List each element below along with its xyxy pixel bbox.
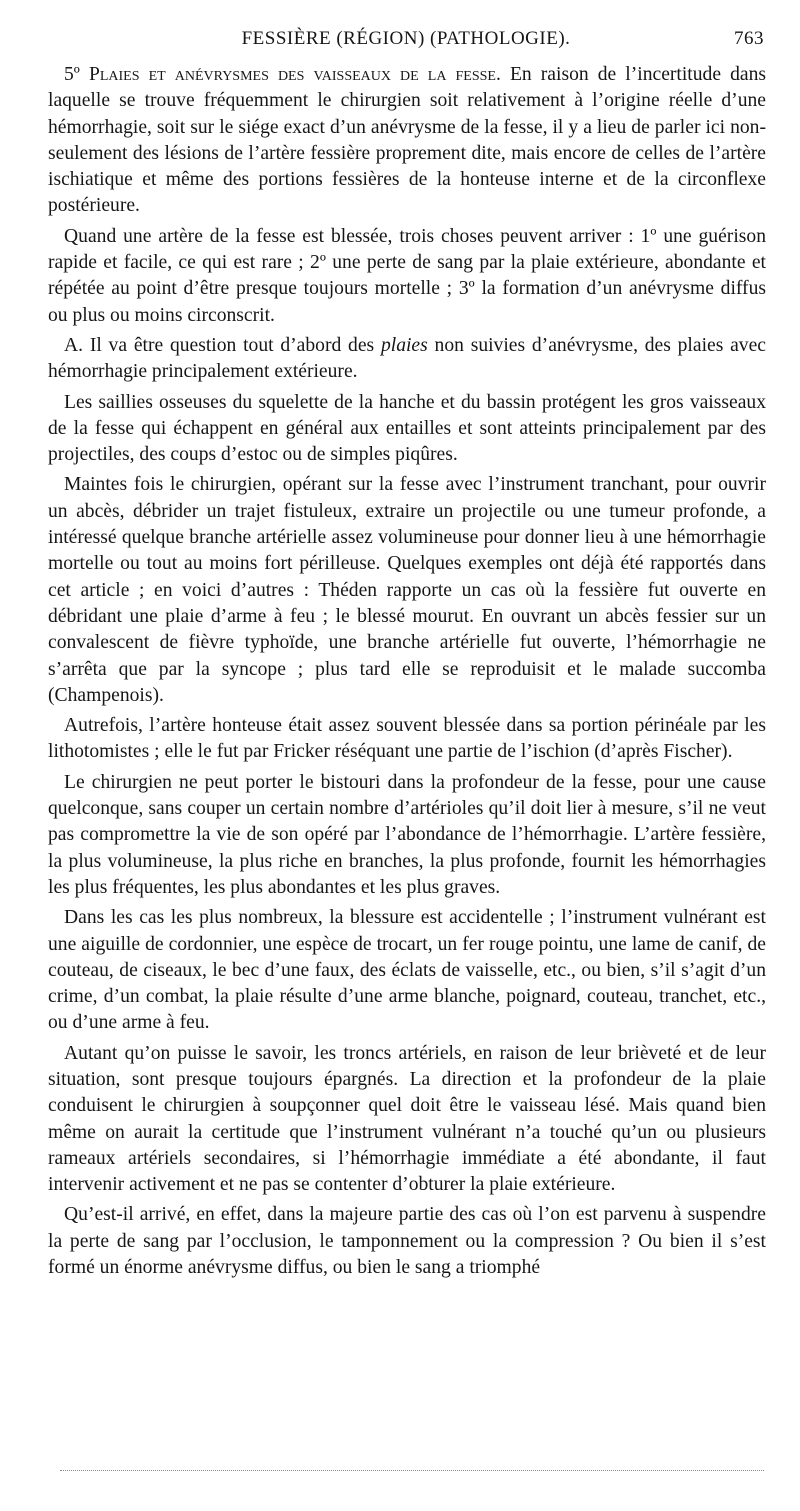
- paragraph: Les saillies osseuses du squelette de la hanche et du bassin protégent les gros vaisseaux de la fesse qui échappent en général aux entailles et sont atteints principalement par des projectiles, des coups d’estoc ou de simples piqûres.: [48, 391, 766, 466]
- paragraph: [48, 333, 766, 386]
- running-head: [48, 28, 764, 56]
- paragraph: Quand une artère de la fesse est blessée, trois choses peuvent arriver : 1º une guérison rapide et facile, ce qui est rare ; 2º une perte de sang par la plaie extérieure, abondante et répétée au point d’être presque toujours mortelle ; 3º la formation d’un anévrysme diffus ou plus ou moins circonscrit.: [48, 225, 766, 326]
- body-text: [48, 62, 766, 1285]
- paragraph: [48, 62, 766, 220]
- paragraph: Autrefois, l’artère honteuse était assez souvent blessée dans sa portion périnéale par les lithotomistes ; elle le fut par Fricker réséquant une partie de l’ischion (d’après Fischer).: [48, 715, 766, 763]
- running-head-title: FESSIÈRE (RÉGION) (PATHOLOGIE).: [241, 28, 571, 49]
- paragraph: Maintes fois le chirurgien, opérant sur la fesse avec l’instrument tranchant, pour ouvrir un abcès, débrider un trajet fistuleux, extraire un projectile ou une tumeur profonde, a intéressé quelque branche artérielle assez volumineuse pour donner lieu à une hémorrhagie mortelle ou tout au moins fort périlleuse. Quelques exemples ont déjà été rapportés dans cet article ; en voici d’autres : Théden rapporte un cas où la fessière fut ouverte en débridant une plaie d’arme à feu ; le blessé mourut. En ouvrant un abcès fessier sur un convalescent de fièvre typhoïde, une branche artérielle fut ouverte, l’hémorrhagie ne s’arrêta que par la syncope ; plus tard elle se reproduisit et le malade succomba (Champenois).: [48, 474, 766, 706]
- paragraph: Le chirurgien ne peut porter le bistouri dans la profondeur de la fesse, pour une cause quelconque, sans couper un certain nombre d’artérioles qu’il doit lier à mesure, s’il ne veut pas compromettre la vie de son opéré par l’abondance de l’hémorrhagie. L’artère fessière, la plus volumineuse, la plus riche en branches, la plus profonde, fournit les hémorrhagies les plus fréquentes, les plus abondantes et les plus graves.: [48, 771, 766, 898]
- section-number: 5º: [64, 64, 80, 85]
- paragraph-text: A. Il va être question tout d’abord des: [64, 334, 381, 356]
- paragraph: Autant qu’on puisse le savoir, les troncs artériels, en raison de leur brièveté et de leur situation, sont presque toujours épargnés. La direction et la profondeur de la plaie conduisent le chirurgien à soupçonner quel doit être le vaisseau lésé. Mais quand bien même on aurait la certitude que l’instrument vulnérant n’a touché qu’un ou plusieurs rameaux artériels secondaires, si l’hémorrhagie immédiate a été abondante, il faut intervenir activement et ne pas se contenter d’obturer la plaie extérieure.: [48, 1042, 766, 1196]
- section-heading: Plaies et anévrysmes des vaisseaux de la fesse.: [88, 64, 501, 85]
- emphasis-text: plaies: [380, 334, 428, 356]
- paragraph-text: En raison de l’incertitude dans laquelle se trouve fréquemment le chirurgien soit relativement à l’origine réelle d’une hémorrhagie, soit sur le siége exact d’un anévrysme de la fesse, il y a lieu de parler ici non-seulement des lésions de l’artère fessière proprement dite, mais encore de celles de l’artère ischiatique et même des portions fessières de la honteuse interne et de la circonflexe postérieure.: [48, 64, 767, 217]
- bottom-dotted-rule: [60, 1470, 764, 1471]
- paragraph: Qu’est-il arrivé, en effet, dans la majeure partie des cas où l’on est parvenu à suspendre la perte de sang par l’occlusion, le tamponnement ou la compression ? Ou bien il s’est formé un énorme anévrysme diffus, ou bien le sang a triomphé: [48, 1204, 766, 1279]
- page-number: 763: [734, 28, 764, 49]
- paragraph-text: non suivies d’anévrysme, des plaies avec hémorrhagie principalement extérieure.: [48, 334, 766, 383]
- paragraph: Dans les cas les plus nombreux, la blessure est accidentelle ; l’instrument vulnérant est une aiguille de cordonnier, une espèce de trocart, un fer rouge pointu, une lame de canif, de couteau, de ciseaux, le bec d’une faux, des éclats de vaisselle, etc., ou bien, s’il s’agit d’un crime, d’un combat, la plaie résulte d’une arme blanche, poignard, couteau, tranchet, etc., ou d’une arme à feu.: [48, 907, 766, 1034]
